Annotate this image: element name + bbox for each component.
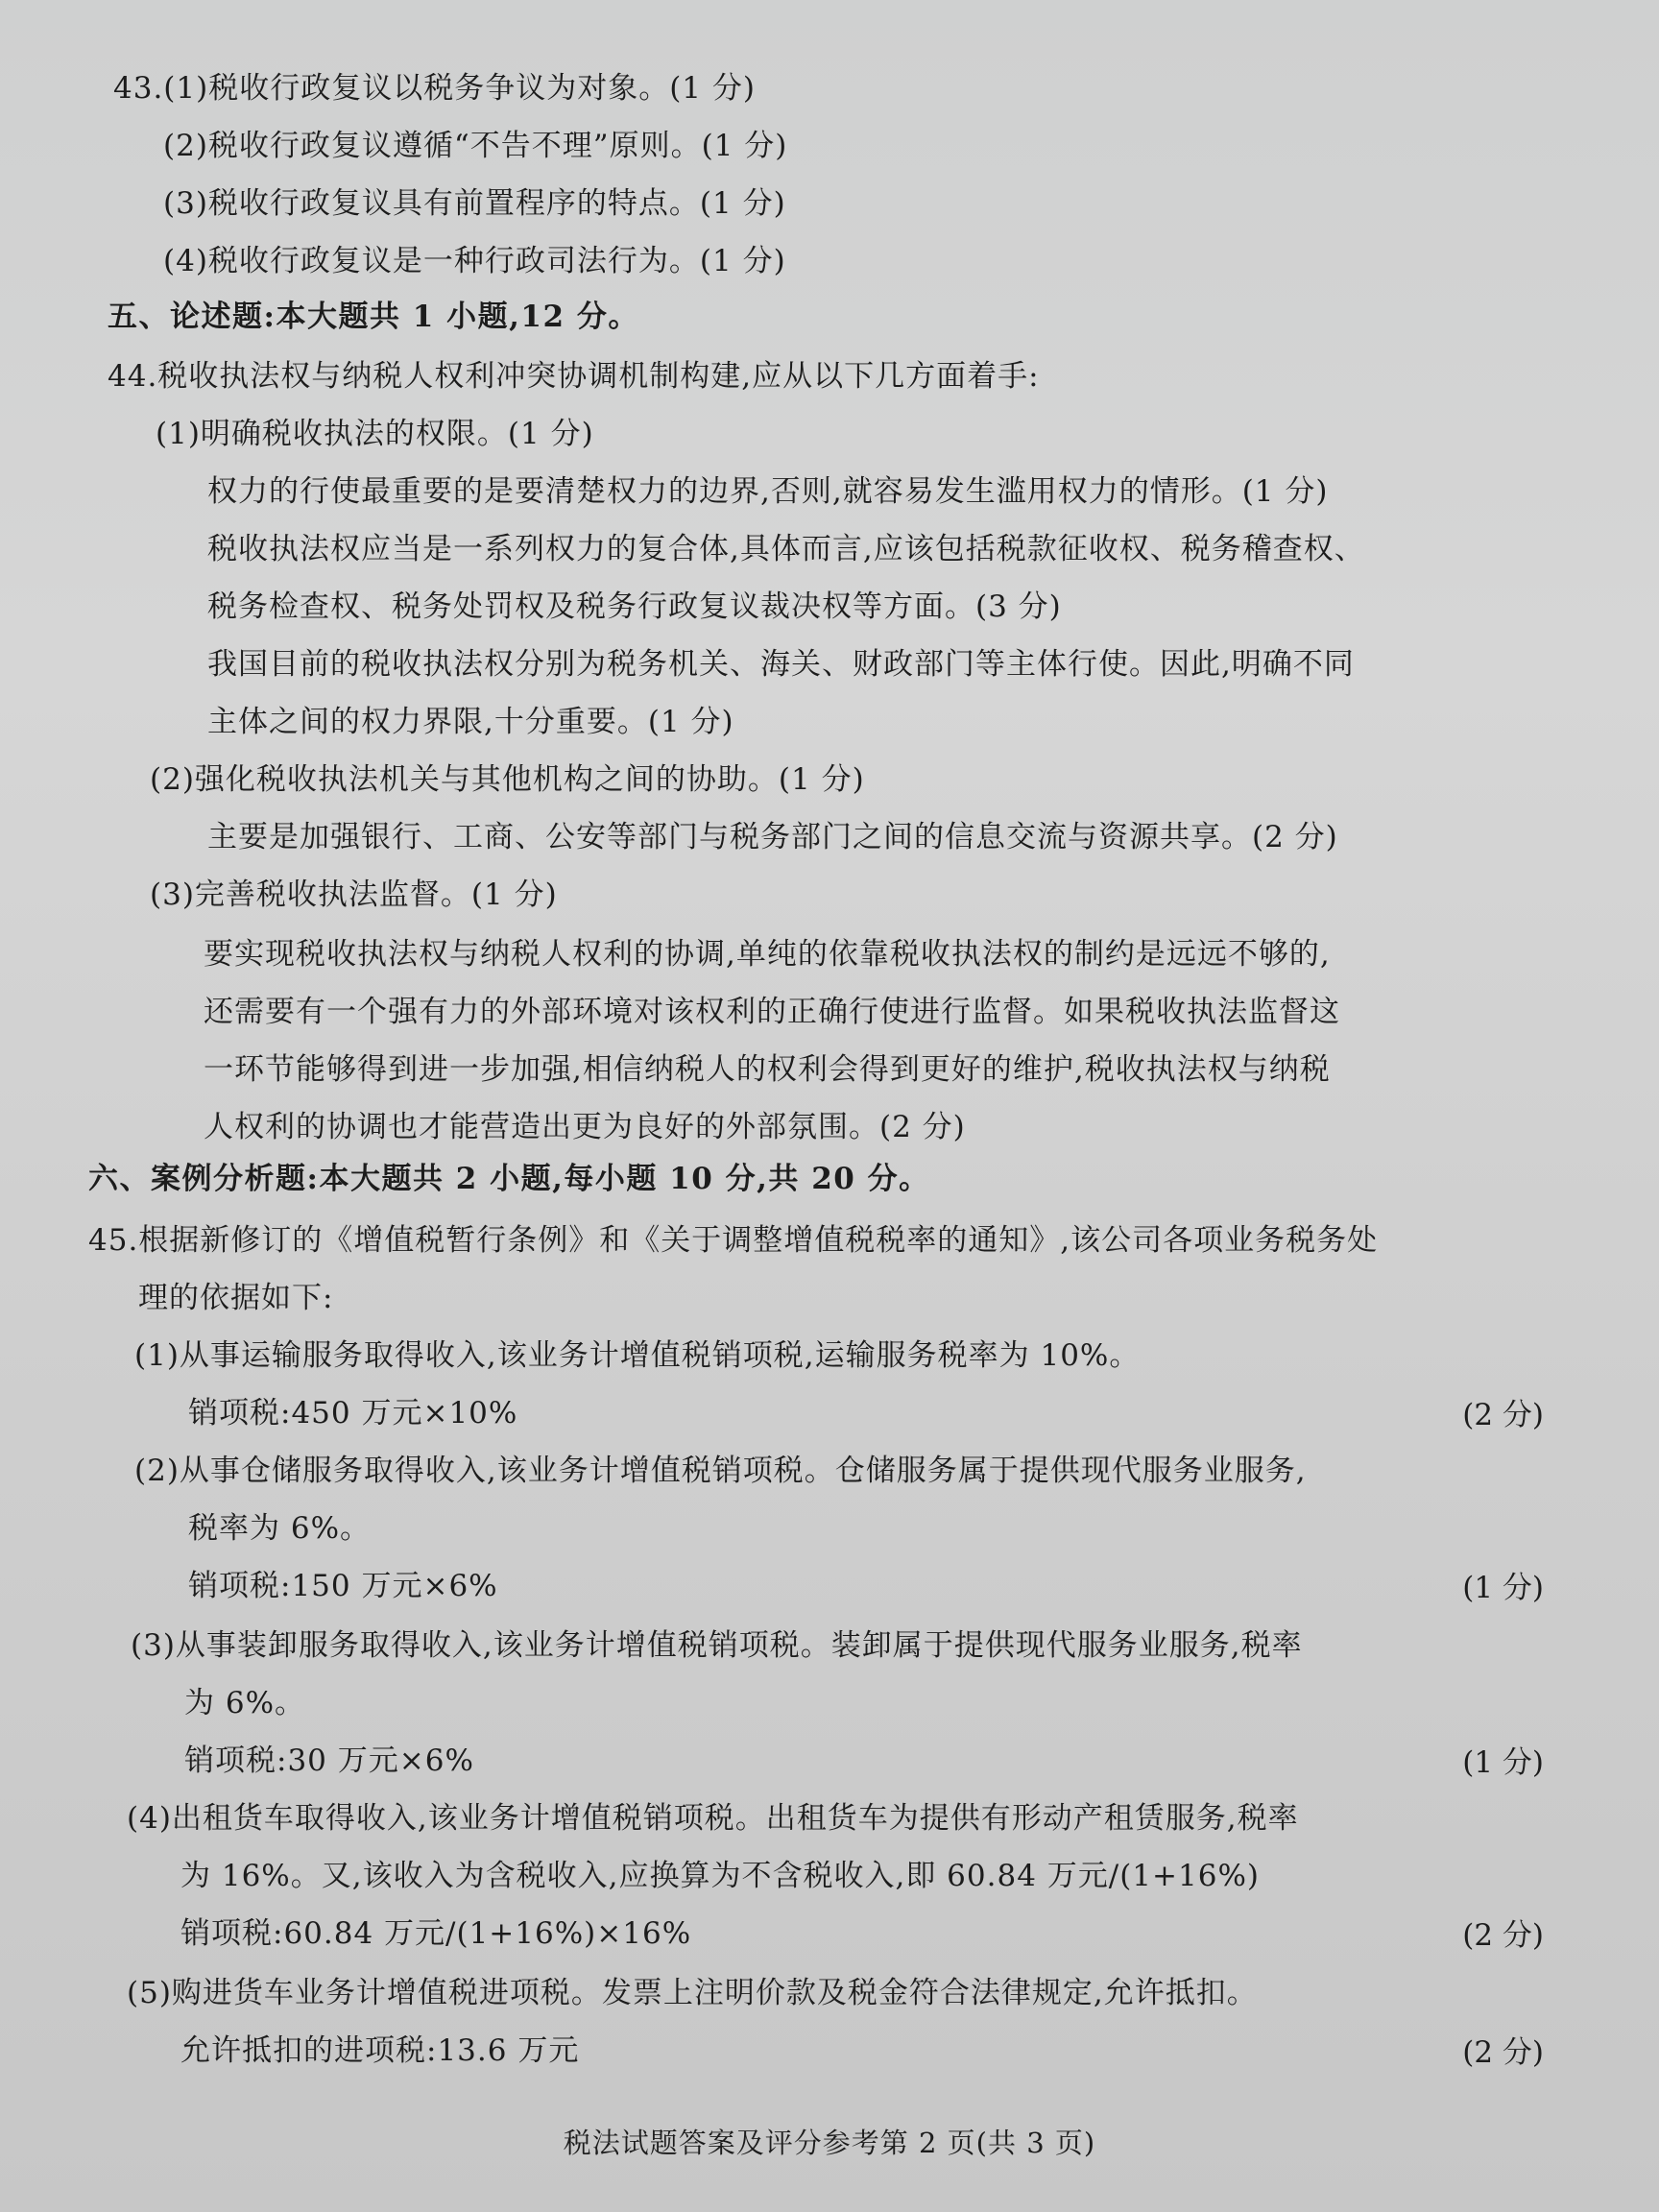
- text-line: 一环节能够得到进一步加强,相信纳税人的权利会得到更好的维护,税收执法权与纳税: [204, 1052, 1331, 1087]
- text-line: 允许抵扣的进项税:13.6 万元: [180, 2033, 580, 2068]
- text-line: 主体之间的权力界限,十分重要。(1 分): [207, 705, 734, 739]
- text-line: 43.(1)税收行政复议以税务争议为对象。(1 分): [113, 71, 756, 106]
- text-line: (1)从事运输服务取得收入,该业务计增值税销项税,运输服务税率为 10%。: [134, 1338, 1141, 1373]
- section-heading: 五、论述题:本大题共 1 小题,12 分。: [108, 300, 639, 334]
- page-footer: 税法试题答案及评分参考第 2 页(共 3 页): [563, 2127, 1096, 2159]
- text-line: 销项税:450 万元×10%: [188, 1396, 518, 1431]
- text-line: 44.税收执法权与纳税人权利冲突协调机制构建,应从以下几方面着手:: [108, 359, 1040, 394]
- text-line: 税务检查权、税务处罚权及税务行政复议裁决权等方面。(3 分): [207, 589, 1062, 624]
- text-line: 我国目前的税收执法权分别为税务机关、海关、财政部门等主体行使。因此,明确不同: [207, 647, 1355, 682]
- text-line: (4)税收行政复议是一种行政司法行为。(1 分): [163, 244, 786, 278]
- text-line: (3)完善税收执法监督。(1 分): [150, 878, 558, 912]
- text-line: (2)税收行政复议遵循“不告不理”原则。(1 分): [163, 129, 788, 163]
- text-line: 为 16%。又,该收入为含税收入,应换算为不含税收入,即 60.84 万元/(1+16%): [180, 1859, 1261, 1893]
- text-line: 要实现税收执法权与纳税人权利的协调,单纯的依靠税收执法权的制约是远远不够的,: [204, 937, 1331, 972]
- section-heading: 六、案例分析题:本大题共 2 小题,每小题 10 分,共 20 分。: [88, 1162, 930, 1196]
- text-line: 销项税:150 万元×6%: [188, 1569, 498, 1603]
- text-line: 人权利的协调也才能营造出更为良好的外部氛围。(2 分): [204, 1110, 966, 1144]
- text-line: 权力的行使最重要的是要清楚权力的边界,否则,就容易发生滥用权力的情形。(1 分): [207, 474, 1329, 509]
- text-line: 为 6%。: [184, 1686, 306, 1720]
- text-line: 45.根据新修订的《增值税暂行条例》和《关于调整增值税税率的通知》,该公司各项业务税务处: [88, 1223, 1379, 1258]
- text-line: (3)从事装卸服务取得收入,该业务计增值税销项税。装卸属于提供现代服务业服务,税率: [131, 1628, 1303, 1663]
- text-line: (5)购进货车业务计增值税进项税。发票上注明价款及税金符合法律规定,允许抵扣。: [127, 1976, 1258, 2010]
- text-line: 税收执法权应当是一系列权力的复合体,具体而言,应该包括税款征收权、税务稽查权、: [207, 532, 1365, 566]
- score-label: (1 分): [1462, 1571, 1544, 1605]
- text-line: (2)强化税收执法机关与其他机构之间的协助。(1 分): [150, 762, 865, 797]
- text-line: 还需要有一个强有力的外部环境对该权利的正确行使进行监督。如果税收执法监督这: [204, 995, 1340, 1029]
- text-line: 销项税:60.84 万元/(1+16%)×16%: [180, 1916, 692, 1951]
- text-line: (2)从事仓储服务取得收入,该业务计增值税销项税。仓储服务属于提供现代服务业服务,: [134, 1454, 1307, 1488]
- score-label: (2 分): [1462, 2035, 1544, 2070]
- score-label: (2 分): [1462, 1918, 1544, 1953]
- text-line: 主要是加强银行、工商、公安等部门与税务部门之间的信息交流与资源共享。(2 分): [207, 820, 1338, 854]
- text-line: (1)明确税收执法的权限。(1 分): [156, 417, 594, 451]
- text-line: (4)出租货车取得收入,该业务计增值税销项税。出租货车为提供有形动产租赁服务,税率: [127, 1801, 1299, 1836]
- score-label: (1 分): [1462, 1745, 1544, 1780]
- text-line: 税率为 6%。: [188, 1511, 372, 1546]
- score-label: (2 分): [1462, 1398, 1544, 1432]
- text-line: (3)税收行政复议具有前置程序的特点。(1 分): [163, 186, 786, 221]
- text-line: 理的依据如下:: [138, 1281, 334, 1315]
- text-line: 销项税:30 万元×6%: [184, 1743, 474, 1778]
